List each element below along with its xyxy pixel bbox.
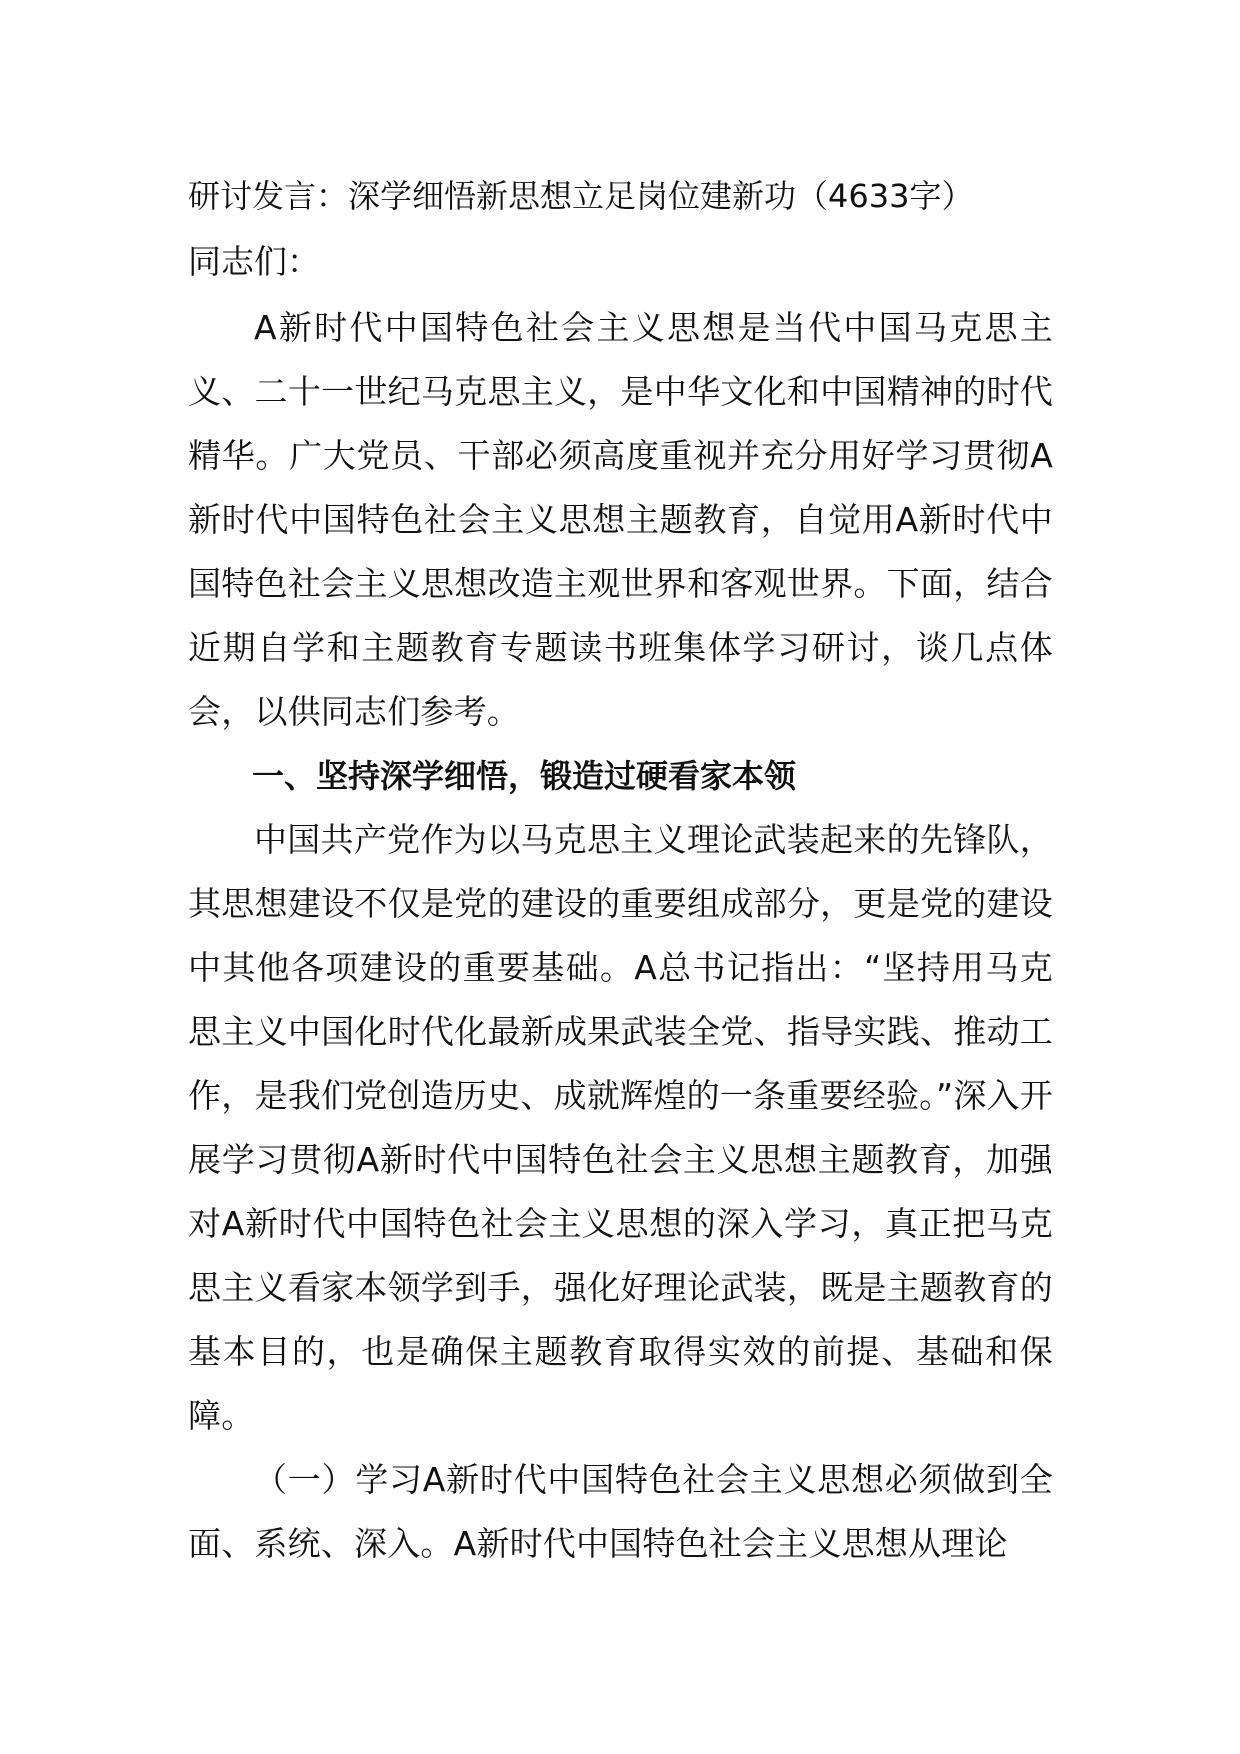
document-title: 研讨发言：深学细悟新思想立足岗位建新功（4633字） [188, 177, 974, 215]
section-heading: 一、坚持深学细悟，锻造过硬看家本领 [252, 757, 797, 795]
document-body [188, 164, 1053, 1576]
body-paragraph: 中国共产党作为以马克思主义理论武装起来的先锋队，其思想建设不仅是党的建设的重要组成部分，更是党的建设中其他各项建设的重要基础。A总书记指出：“坚持用马克思主义中国化时代化最新成果武装全党、指导实践、推动工作，是我们党创造历史、成就辉煌的一条重要经验。”深入开展学习贯彻A新时代中国特色社会主义思想主题教育，加强对A新时代中国特色社会主义思想的深入学习，真正把马克思主义看家本领学到手，强化好理论武装，既是主题教育的基本目的，也是确保主题教育取得实效的前提、基础和保障。 [188, 820, 1053, 1435]
intro-paragraph: A新时代中国特色社会主义思想是当代中国马克思主义、二十一世纪马克思主义，是中华文化和中国精神的时代精华。广大党员、干部必须高度重视并充分用好学习贯彻A新时代中国特色社会主义思想主题教育，自觉用A新时代中国特色社会主义思想改造主观世界和客观世界。下面，结合近期自学和主题教育专题读书班集体学习研讨，谈几点体会，以供同志们参考。 [188, 308, 1053, 731]
salutation: 同志们： [188, 242, 320, 281]
subsection-paragraph: （一）学习A新时代中国特色社会主义思想必须做到全面、系统、深入。A新时代中国特色社会主义思想从理论 [188, 1460, 1053, 1563]
